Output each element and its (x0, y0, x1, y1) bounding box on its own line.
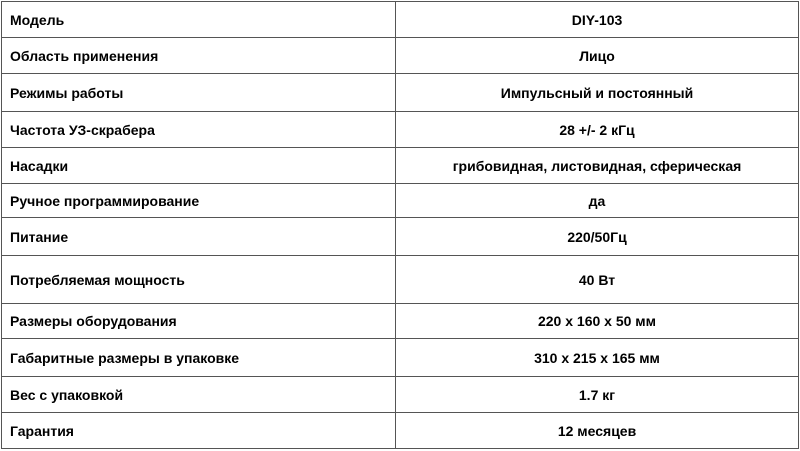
spec-value-application-area: Лицо (396, 38, 799, 74)
table-row (2, 112, 799, 148)
spec-label-device-dimensions: Размеры оборудования (2, 304, 396, 339)
spec-label-power-consumption: Потребляемая мощность (2, 256, 396, 304)
spec-value-power-supply: 220/50Гц (396, 218, 799, 256)
spec-label-package-weight: Вес с упаковкой (2, 377, 396, 413)
table-row (2, 148, 799, 184)
table-row (2, 339, 799, 377)
spec-label-manual-programming: Ручное программирование (2, 184, 396, 218)
spec-value-power-consumption: 40 Вт (396, 256, 799, 304)
spec-label-attachments: Насадки (2, 148, 396, 184)
spec-value-device-dimensions: 220 х 160 х 50 мм (396, 304, 799, 339)
spec-label-operating-modes: Режимы работы (2, 74, 396, 112)
table-row (2, 256, 799, 304)
table-row (2, 38, 799, 74)
table-row (2, 2, 799, 38)
spec-value-scrubber-frequency: 28 +/- 2 кГц (396, 112, 799, 148)
spec-label-package-dimensions: Габаритные размеры в упаковке (2, 339, 396, 377)
table-row (2, 377, 799, 413)
table-row (2, 184, 799, 218)
spec-value-attachments: грибовидная, листовидная, сферическая (396, 148, 799, 184)
spec-value-package-weight: 1.7 кг (396, 377, 799, 413)
spec-value-manual-programming: да (396, 184, 799, 218)
spec-value-package-dimensions: 310 х 215 х 165 мм (396, 339, 799, 377)
table-row (2, 74, 799, 112)
spec-label-model: Модель (2, 2, 396, 38)
spec-value-operating-modes: Импульсный и постоянный (396, 74, 799, 112)
spec-label-power-supply: Питание (2, 218, 396, 256)
table-row (2, 218, 799, 256)
table-row (2, 413, 799, 449)
spec-label-scrubber-frequency: Частота УЗ-скрабера (2, 112, 396, 148)
table-row (2, 304, 799, 339)
spec-value-model: DIY-103 (396, 2, 799, 38)
spec-label-warranty: Гарантия (2, 413, 396, 449)
spec-value-warranty: 12 месяцев (396, 413, 799, 449)
specifications-table (1, 1, 799, 449)
spec-label-application-area: Область применения (2, 38, 396, 74)
